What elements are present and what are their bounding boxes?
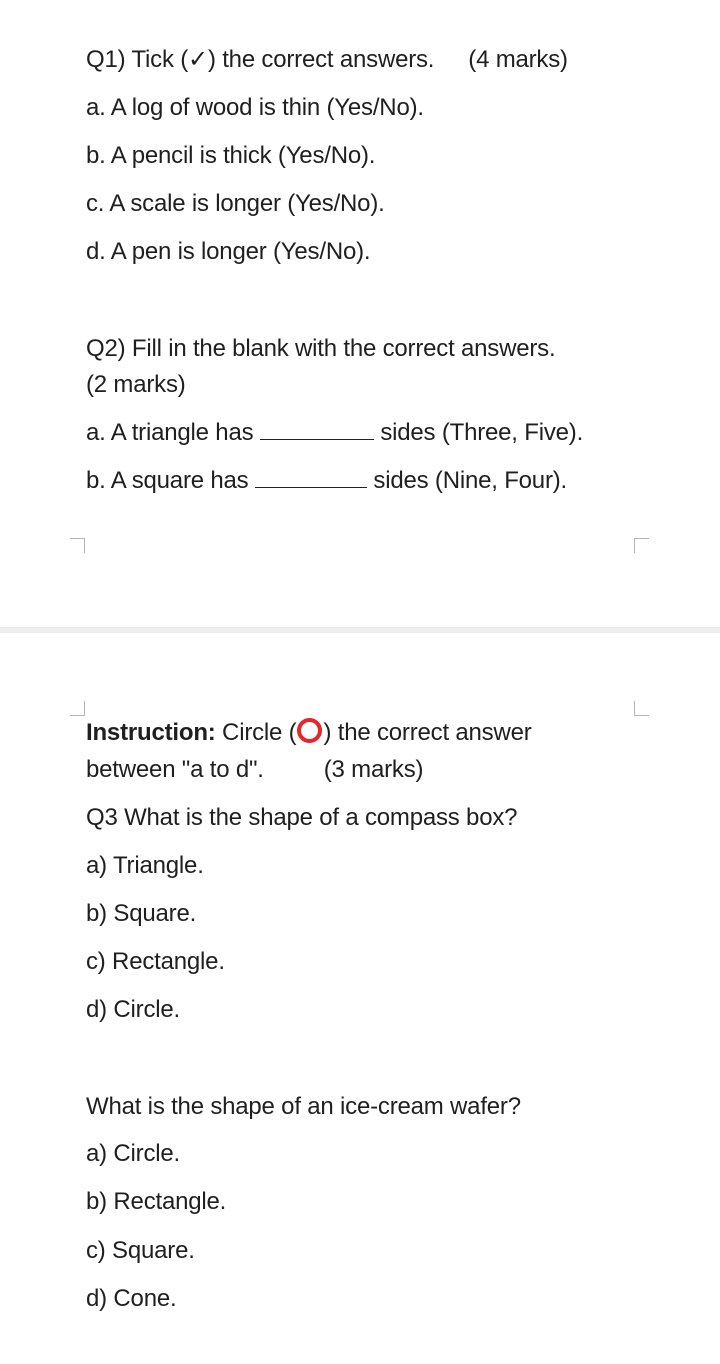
q2-item-prefix: a. A triangle has: [86, 419, 254, 446]
q1-title-end: ) the correct answers.: [207, 46, 435, 73]
q2-item-prefix: b. A square has: [86, 467, 249, 494]
q2-item-suffix: sides (Nine, Four).: [373, 467, 567, 494]
page-corner-mark: [634, 538, 649, 553]
page-corner-mark: [70, 538, 85, 553]
q4-option[interactable]: a) Circle.: [86, 1140, 181, 1167]
q2-item-suffix: sides (Three, Five).: [380, 419, 584, 446]
instruction-text-end: ) the correct answer: [323, 719, 532, 746]
q3-option[interactable]: d) Circle.: [86, 996, 181, 1023]
page-break: [0, 627, 720, 633]
page-corner-mark: [634, 701, 649, 716]
q3-option[interactable]: c) Rectangle.: [86, 948, 225, 975]
q1-item: b. A pencil is thick (Yes/No).: [86, 142, 376, 169]
q2-item: [86, 418, 583, 448]
page-corner-mark: [70, 701, 85, 716]
q1-marks: (4 marks): [468, 46, 568, 73]
checkmark-icon: ✓: [188, 46, 208, 73]
red-circle-icon: [297, 718, 322, 743]
instruction-label: Instruction:: [86, 719, 216, 746]
q4-option[interactable]: c) Square.: [86, 1237, 195, 1264]
q1-item: d. A pen is longer (Yes/No).: [86, 238, 371, 265]
q1-item: c. A scale is longer (Yes/No).: [86, 190, 385, 217]
q2-marks: (2 marks): [86, 371, 186, 398]
q4-option[interactable]: b) Rectangle.: [86, 1188, 227, 1215]
q4-option[interactable]: d) Cone.: [86, 1285, 177, 1312]
q3-question: Q3 What is the shape of a compass box?: [86, 804, 518, 831]
q4-question: What is the shape of an ice-cream wafer?: [86, 1093, 521, 1120]
q2-item: [86, 466, 567, 496]
q3-option[interactable]: a) Triangle.: [86, 852, 204, 879]
answer-blank[interactable]: [260, 419, 374, 440]
instruction-marks: (3 marks): [323, 756, 424, 783]
q1-title: Q1) Tick (: [86, 46, 189, 73]
answer-blank[interactable]: [255, 467, 367, 488]
instruction-text: Circle (: [215, 719, 297, 746]
instruction: [86, 718, 532, 748]
instruction-range: between "a to d".: [86, 756, 264, 783]
q1-item: a. A log of wood is thin (Yes/No).: [86, 94, 424, 121]
instruction-line2: [86, 755, 423, 785]
q2-title: Q2) Fill in the blank with the correct answers.: [86, 335, 556, 362]
q3-option[interactable]: b) Square.: [86, 900, 197, 927]
q1-heading: [86, 45, 568, 75]
